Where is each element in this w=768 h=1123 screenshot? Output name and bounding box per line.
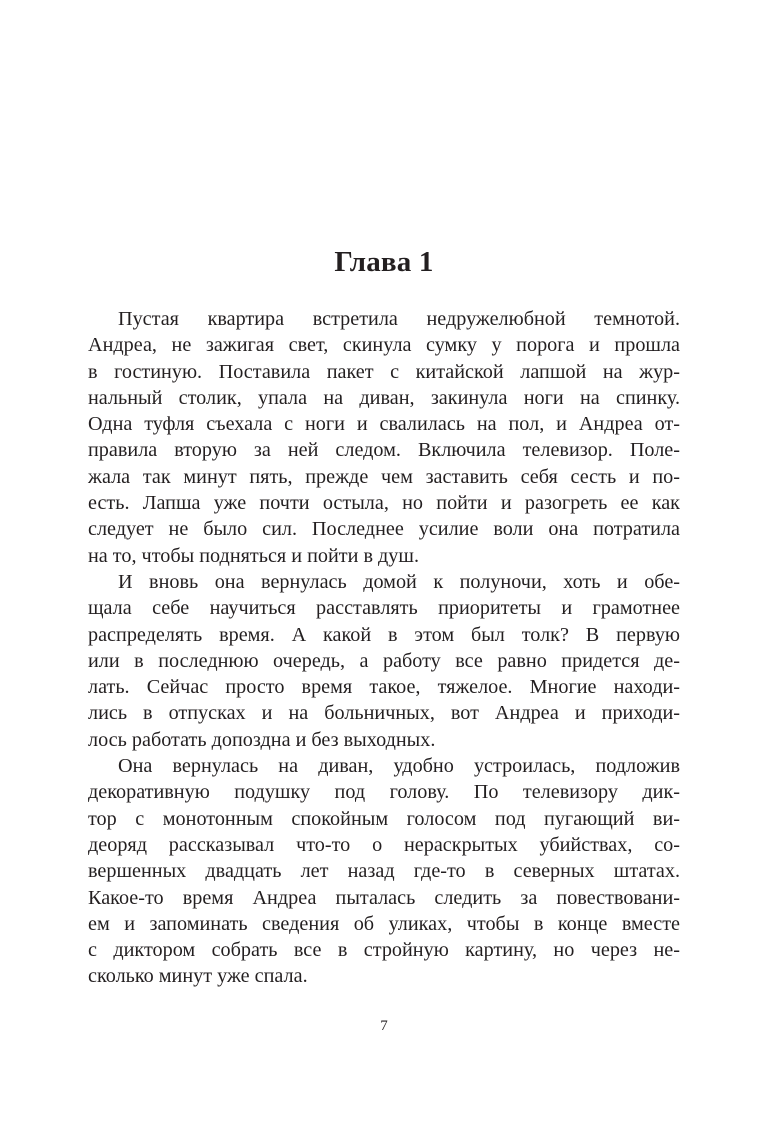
text-line: жала так минут пять, прежде чем заставить себя сесть и по- bbox=[88, 465, 680, 488]
text-line: щала себе научиться расставлять приоритеты и грамотнее bbox=[88, 597, 680, 620]
text-line: нальный столик, упала на диван, закинула ноги на спинку. bbox=[88, 386, 680, 409]
text-line: сколько минут уже спала. bbox=[88, 965, 308, 988]
text-line: есть. Лапша уже почти остыла, но пойти и разогреть ее как bbox=[88, 492, 680, 515]
chapter-body bbox=[88, 306, 680, 990]
text-line: И вновь она вернулась домой к полуночи, хоть и обе- bbox=[118, 570, 680, 593]
text-line: правила вторую за ней следом. Включила телевизор. Поле- bbox=[88, 439, 680, 462]
text-line: Одна туфля съехала с ноги и свалилась на пол, и Андреа от- bbox=[88, 413, 680, 436]
text-line: Пустая квартира встретила недружелюбной темнотой. bbox=[118, 308, 680, 330]
text-line: Какое-то время Андреа пыталась следить за повествовани- bbox=[88, 886, 680, 909]
text-line: лось работать допоздна и без выходных. bbox=[88, 728, 436, 751]
text-line: лать. Сейчас просто время такое, тяжелое. Многие находи- bbox=[88, 676, 680, 699]
text-line: ем и запоминать сведения об уликах, чтобы в конце вместе bbox=[88, 912, 680, 935]
text-line: тор с монотонным спокойным голосом под пугающий ви- bbox=[88, 807, 680, 830]
paragraph-1 bbox=[88, 306, 680, 569]
text-line: в гостиную. Поставила пакет с китайской лапшой на жур- bbox=[88, 360, 680, 383]
paragraph-2 bbox=[88, 569, 680, 753]
text-line: или в последнюю очередь, а работу все равно придется де- bbox=[88, 649, 680, 672]
text-line: Она вернулась на диван, удобно устроилась, подложив bbox=[118, 755, 680, 778]
text-line: Андреа, не зажигая свет, скинула сумку у порога и прошла bbox=[88, 334, 680, 357]
text-line: декоративную подушку под голову. По телевизору дик- bbox=[88, 781, 680, 804]
text-line: на то, чтобы подняться и пойти в душ. bbox=[88, 544, 419, 567]
text-line: распределять время. А какой в этом был толк? В первую bbox=[88, 623, 680, 646]
chapter-title: Глава 1 bbox=[334, 246, 434, 278]
text-line: следует не было сил. Последнее усилие воли она потратила bbox=[88, 518, 680, 541]
page-number: 7 bbox=[380, 1018, 388, 1034]
text-line: лись в отпусках и на больничных, вот Андреа и приходи- bbox=[88, 702, 680, 725]
paragraph-3 bbox=[88, 753, 680, 990]
text-line: с диктором собрать все в стройную картину, но через не- bbox=[88, 939, 680, 962]
text-line: вершенных двадцать лет назад где-то в северных штатах. bbox=[88, 860, 680, 883]
text-line: деоряд рассказывал что-то о нераскрытых убийствах, со- bbox=[88, 833, 680, 856]
